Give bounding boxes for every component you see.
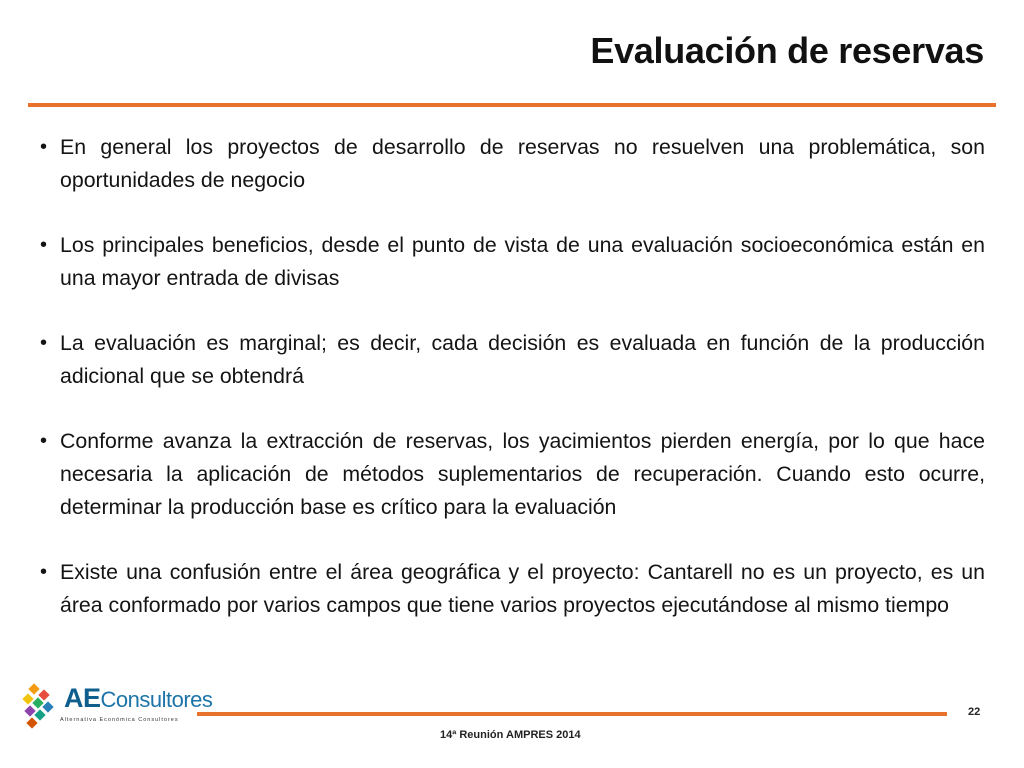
bullet-item: • Conforme avanza la extracción de reservas, los yacimientos pierden energía, por lo que hace necesaria la aplicación de métodos suplementarios de recuperación. Cuando esto ocurre, determinar la producción base es crítico para la evaluación [40, 425, 985, 524]
logo-wordmark-small: Consultores [100, 687, 213, 712]
footer-caption: 14ª Reunión AMPRES 2014 [440, 729, 581, 741]
bullet-item: • Existe una confusión entre el área geográfica y el proyecto: Cantarell no es un proyecto, es un área conformado por varios campos que tiene varios proyectos ejecutándose al mismo tiempo [40, 556, 985, 622]
company-logo [20, 683, 213, 733]
page-number: 22 [968, 706, 981, 718]
bullet-item: • La evaluación es marginal; es decir, cada decisión es evaluada en función de la producción adicional que se obtendrá [40, 327, 985, 393]
logo-wordmark-big: AE [64, 683, 101, 713]
bullet-item: • Los principales beneficios, desde el punto de vista de una evaluación socioeconómica están en una mayor entrada de divisas [40, 229, 985, 295]
slide-title: Evaluación de reservas [590, 30, 984, 71]
title-divider [28, 103, 996, 107]
bullet-item: • En general los proyectos de desarrollo de reservas no resuelven una problemática, son oportunidades de negocio [40, 131, 985, 197]
logo-wordmark [64, 683, 212, 714]
logo-tagline: Alternativa Económica Consultores [60, 717, 179, 723]
logo-mosaic-icon [20, 683, 68, 731]
bullet-list [40, 131, 985, 654]
footer-divider [197, 712, 947, 716]
